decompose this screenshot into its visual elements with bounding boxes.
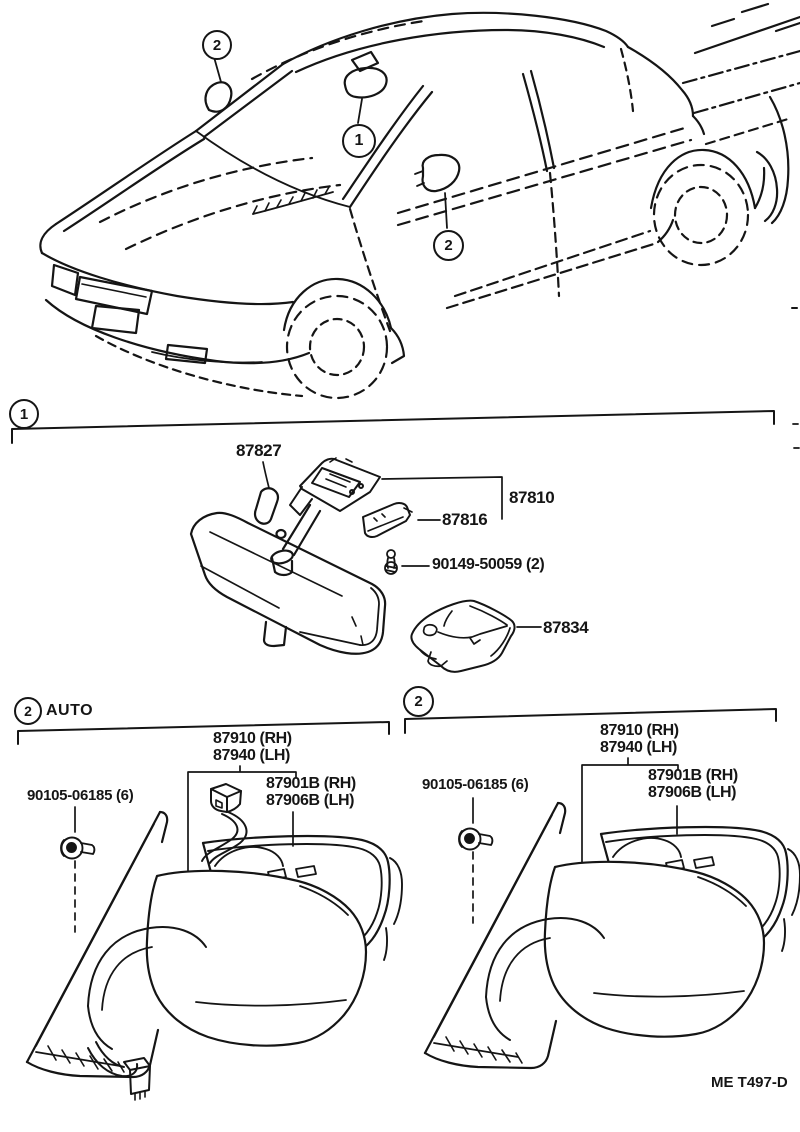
section2-left-bracket [18,722,389,744]
drawing-code: ME T497-D [711,1074,788,1091]
label-87810: 87810 [509,488,555,507]
label-90149-50059: 90149-50059 (2) [432,556,545,573]
label-right-visor [648,767,738,801]
section2-right-marker: 2 [403,686,434,717]
section2-left-marker: 2 [14,697,42,725]
label-right-visor-rh: 87901B (RH) [648,767,738,784]
section1-marker: 1 [9,399,39,429]
label-87827: 87827 [236,441,282,460]
label-left-mirror-assy [213,730,292,764]
car-callout-door-mirror: 2 [433,230,464,261]
label-left-bolt: 90105-06185 (6) [27,787,134,804]
label-left-visor [266,775,356,809]
car-callout-fender-mirror: 2 [202,30,232,60]
label-right-mirror-assy [600,722,679,756]
label-left-visor-lh: 87906B (LH) [266,792,355,809]
car-callout-inner-mirror: 1 [342,124,376,158]
label-left-assy-lh: 87940 (LH) [213,747,290,764]
label-right-bolt: 90105-06185 (6) [422,776,529,793]
section2-right-bracket [405,709,776,733]
label-left-assy-rh: 87910 (RH) [213,730,292,747]
label-87834: 87834 [543,618,589,637]
label-right-assy-rh: 87910 (RH) [600,722,679,739]
label-87816: 87816 [442,510,488,529]
label-auto-variant: AUTO [46,702,94,719]
outer-right-assembly [405,709,800,1068]
label-left-visor-rh: 87901B (RH) [266,775,356,792]
label-right-assy-lh: 87940 (LH) [600,739,677,756]
label-right-visor-lh: 87906B (LH) [648,784,737,801]
